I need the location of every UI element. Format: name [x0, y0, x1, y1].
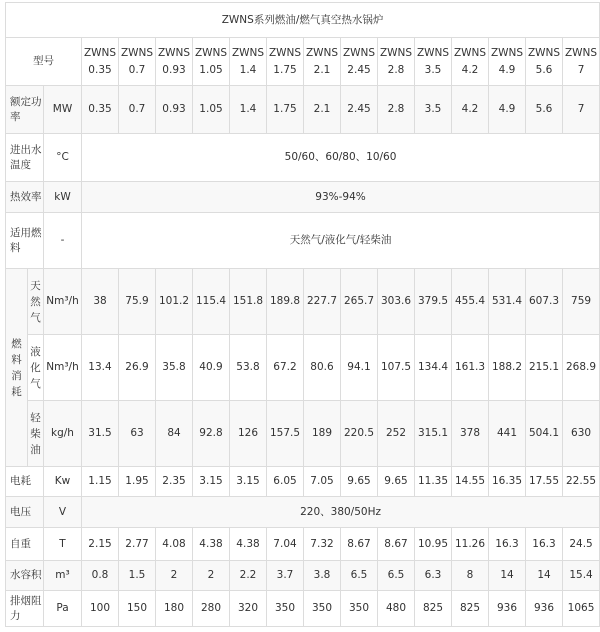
row-value: 1.05	[193, 86, 230, 134]
row-value: 7.05	[304, 467, 341, 497]
fuel-type-label: 天然气	[28, 269, 44, 335]
model-cell	[82, 38, 119, 86]
table-title: ZWNS系列燃油/燃气真空热水锅炉	[6, 3, 600, 38]
row-value: 315.1	[415, 401, 452, 467]
row-value: 504.1	[526, 401, 563, 467]
row-value: 189	[304, 401, 341, 467]
row-value: 0.35	[82, 86, 119, 134]
spec-table	[5, 2, 600, 627]
row-label: 电压	[6, 497, 44, 528]
model-name: ZWNS 4.2	[453, 46, 487, 76]
row-value: 1.5	[119, 561, 156, 591]
row-value: 4.9	[489, 86, 526, 134]
model-cell	[267, 38, 304, 86]
row-value: 188.2	[489, 335, 526, 401]
row-value: 6.5	[341, 561, 378, 591]
row-unit: kW	[44, 182, 82, 213]
model-cell	[193, 38, 230, 86]
row-value: 2.45	[341, 86, 378, 134]
model-name: ZWNS 2.1	[305, 46, 339, 76]
row-value: 150	[119, 591, 156, 627]
row-value: 936	[489, 591, 526, 627]
row-value: 157.5	[267, 401, 304, 467]
row-value: 265.7	[341, 269, 378, 335]
row-value: 10.95	[415, 528, 452, 561]
row-unit: kg/h	[44, 401, 82, 467]
row-value: 16.3	[489, 528, 526, 561]
model-cell	[341, 38, 378, 86]
row-value: 4.38	[230, 528, 267, 561]
row-value: 268.9	[563, 335, 600, 401]
row-value: 607.3	[526, 269, 563, 335]
row-unit: V	[44, 497, 82, 528]
row-value: 252	[378, 401, 415, 467]
table-row	[6, 182, 600, 213]
model-cell	[452, 38, 489, 86]
model-name: ZWNS 2.8	[379, 46, 413, 76]
row-value: 2.8	[378, 86, 415, 134]
model-name: ZWNS 1.4	[231, 46, 265, 76]
row-value: 0.93	[156, 86, 193, 134]
table-row	[6, 591, 600, 627]
row-value: 9.65	[341, 467, 378, 497]
row-value: 2	[156, 561, 193, 591]
model-name: ZWNS 7	[564, 46, 598, 76]
row-value: 4.38	[193, 528, 230, 561]
row-value: 189.8	[267, 269, 304, 335]
model-name: ZWNS 2.45	[342, 46, 376, 76]
row-value: 53.8	[230, 335, 267, 401]
table-row	[6, 86, 600, 134]
model-cell	[489, 38, 526, 86]
fuel-type-label: 轻柴油	[28, 401, 44, 467]
row-value: 24.5	[563, 528, 600, 561]
row-value: 455.4	[452, 269, 489, 335]
table-row	[6, 269, 600, 335]
model-cell	[526, 38, 563, 86]
row-value: 1065	[563, 591, 600, 627]
row-value: 40.9	[193, 335, 230, 401]
model-name: ZWNS 0.93	[157, 46, 191, 76]
row-value: 6.3	[415, 561, 452, 591]
row-value: 0.7	[119, 86, 156, 134]
row-value: 531.4	[489, 269, 526, 335]
row-unit: °C	[44, 134, 82, 182]
row-value: 100	[82, 591, 119, 627]
table-row	[6, 528, 600, 561]
table-row	[6, 561, 600, 591]
row-value: 1.15	[82, 467, 119, 497]
row-value: 14.55	[452, 467, 489, 497]
row-value: 215.1	[526, 335, 563, 401]
row-value: 31.5	[82, 401, 119, 467]
row-value: 220.5	[341, 401, 378, 467]
model-cell	[304, 38, 341, 86]
row-value: 67.2	[267, 335, 304, 401]
row-value: 161.3	[452, 335, 489, 401]
row-value: 8.67	[378, 528, 415, 561]
row-value: 17.55	[526, 467, 563, 497]
fuel-type-label: 液化气	[28, 335, 44, 401]
model-cell	[563, 38, 600, 86]
row-value: 26.9	[119, 335, 156, 401]
row-value: 1.75	[267, 86, 304, 134]
row-value: 2.1	[304, 86, 341, 134]
row-value: 7.32	[304, 528, 341, 561]
row-value: 2.77	[119, 528, 156, 561]
row-value: 13.4	[82, 335, 119, 401]
row-value: 350	[341, 591, 378, 627]
row-value: 303.6	[378, 269, 415, 335]
row-value: 180	[156, 591, 193, 627]
row-span-value: 天然气/液化气/轻柴油	[82, 213, 600, 269]
spec-table-container	[5, 2, 598, 627]
model-cell	[119, 38, 156, 86]
row-value: 16.35	[489, 467, 526, 497]
table-row	[6, 134, 600, 182]
row-value: 936	[526, 591, 563, 627]
row-value: 280	[193, 591, 230, 627]
row-label: 水容积	[6, 561, 44, 591]
model-name: ZWNS 5.6	[527, 46, 561, 76]
model-label: 型号	[6, 38, 82, 86]
row-value: 350	[267, 591, 304, 627]
row-value: 134.4	[415, 335, 452, 401]
row-value: 759	[563, 269, 600, 335]
row-value: 825	[452, 591, 489, 627]
row-value: 4.2	[452, 86, 489, 134]
row-unit: m³	[44, 561, 82, 591]
row-value: 378	[452, 401, 489, 467]
row-value: 1.95	[119, 467, 156, 497]
row-value: 15.4	[563, 561, 600, 591]
row-value: 4.08	[156, 528, 193, 561]
row-unit: Pa	[44, 591, 82, 627]
model-cell	[156, 38, 193, 86]
row-value: 6.5	[378, 561, 415, 591]
row-value: 7.04	[267, 528, 304, 561]
model-cell	[378, 38, 415, 86]
row-value: 0.8	[82, 561, 119, 591]
fuel-group-label: 燃料消耗	[6, 269, 28, 467]
row-value: 7	[563, 86, 600, 134]
row-unit: -	[44, 213, 82, 269]
row-value: 16.3	[526, 528, 563, 561]
row-value: 115.4	[193, 269, 230, 335]
row-unit: MW	[44, 86, 82, 134]
row-value: 3.8	[304, 561, 341, 591]
row-value: 2.35	[156, 467, 193, 497]
row-value: 3.7	[267, 561, 304, 591]
row-value: 2	[193, 561, 230, 591]
row-value: 11.26	[452, 528, 489, 561]
row-value: 75.9	[119, 269, 156, 335]
model-name: ZWNS 0.35	[83, 46, 117, 76]
row-value: 8	[452, 561, 489, 591]
row-value: 8.67	[341, 528, 378, 561]
row-value: 1.4	[230, 86, 267, 134]
row-label: 排烟阻力	[6, 591, 44, 627]
row-value: 126	[230, 401, 267, 467]
row-label: 进出水温度	[6, 134, 44, 182]
row-span-value: 93%-94%	[82, 182, 600, 213]
row-value: 6.05	[267, 467, 304, 497]
row-value: 22.55	[563, 467, 600, 497]
row-unit: Nm³/h	[44, 269, 82, 335]
row-label: 自重	[6, 528, 44, 561]
row-value: 3.15	[193, 467, 230, 497]
row-value: 379.5	[415, 269, 452, 335]
table-row	[6, 213, 600, 269]
row-value: 441	[489, 401, 526, 467]
model-name: ZWNS 0.7	[120, 46, 154, 76]
row-value: 101.2	[156, 269, 193, 335]
row-value: 3.5	[415, 86, 452, 134]
row-unit: Nm³/h	[44, 335, 82, 401]
row-value: 107.5	[378, 335, 415, 401]
row-value: 350	[304, 591, 341, 627]
row-value: 3.15	[230, 467, 267, 497]
table-row	[6, 401, 600, 467]
row-value: 2.15	[82, 528, 119, 561]
table-row	[6, 38, 600, 86]
row-value: 320	[230, 591, 267, 627]
row-label: 适用燃料	[6, 213, 44, 269]
row-label: 热效率	[6, 182, 44, 213]
row-value: 630	[563, 401, 600, 467]
row-value: 227.7	[304, 269, 341, 335]
row-value: 480	[378, 591, 415, 627]
row-value: 94.1	[341, 335, 378, 401]
row-value: 92.8	[193, 401, 230, 467]
model-cell	[230, 38, 267, 86]
row-value: 9.65	[378, 467, 415, 497]
row-value: 5.6	[526, 86, 563, 134]
table-row	[6, 467, 600, 497]
row-span-value: 50/60、60/80、10/60	[82, 134, 600, 182]
row-label: 电耗	[6, 467, 44, 497]
row-value: 14	[526, 561, 563, 591]
row-value: 825	[415, 591, 452, 627]
model-cell	[415, 38, 452, 86]
model-name: ZWNS 1.05	[194, 46, 228, 76]
model-name: ZWNS 3.5	[416, 46, 450, 76]
row-value: 84	[156, 401, 193, 467]
model-name: ZWNS 4.9	[490, 46, 524, 76]
row-value: 38	[82, 269, 119, 335]
row-label: 额定功率	[6, 86, 44, 134]
row-span-value: 220、380/50Hz	[82, 497, 600, 528]
row-value: 63	[119, 401, 156, 467]
row-unit: T	[44, 528, 82, 561]
table-row	[6, 497, 600, 528]
row-value: 35.8	[156, 335, 193, 401]
row-value: 14	[489, 561, 526, 591]
row-value: 80.6	[304, 335, 341, 401]
row-value: 151.8	[230, 269, 267, 335]
model-name: ZWNS 1.75	[268, 46, 302, 76]
row-unit: Kw	[44, 467, 82, 497]
row-value: 11.35	[415, 467, 452, 497]
table-row	[6, 335, 600, 401]
row-value: 2.2	[230, 561, 267, 591]
